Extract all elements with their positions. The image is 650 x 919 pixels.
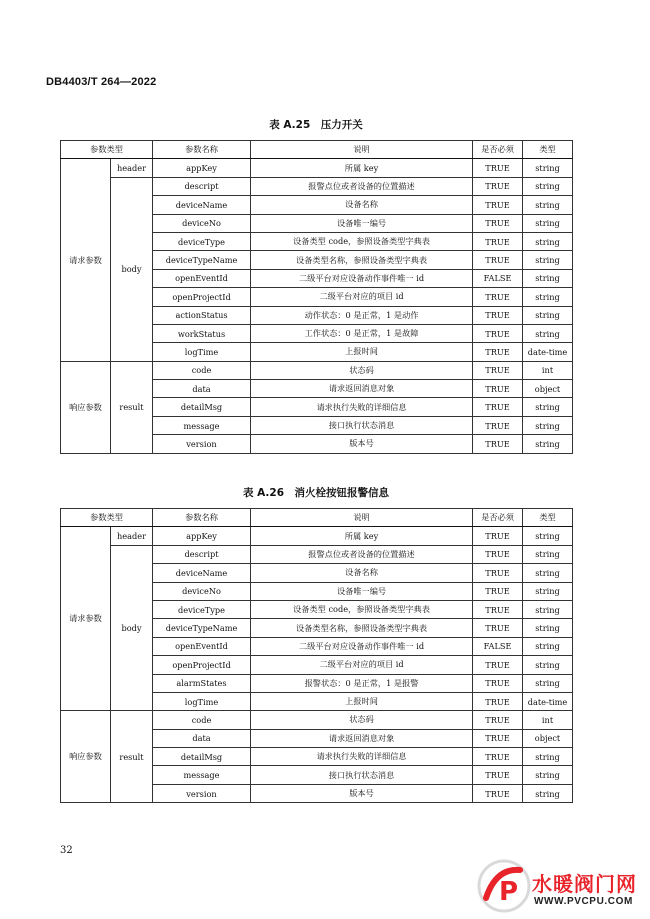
type-cell: string bbox=[523, 748, 573, 766]
header-type: 类型 bbox=[523, 509, 573, 527]
table-row bbox=[61, 711, 573, 729]
header-type: 类型 bbox=[523, 141, 573, 159]
param-name-cell: openProjectId bbox=[153, 288, 251, 306]
table-row bbox=[61, 159, 573, 177]
param-name-cell: appKey bbox=[153, 527, 251, 545]
param-name-cell: deviceName bbox=[153, 564, 251, 582]
required-cell: TRUE bbox=[473, 251, 523, 269]
description-cell: 二级平台对应的项目 id bbox=[251, 288, 473, 306]
param-name-cell: descript bbox=[153, 545, 251, 563]
description-cell: 设备类型名称，参照设备类型字典表 bbox=[251, 619, 473, 637]
watermark-text: 水暖阀门网 bbox=[532, 872, 637, 896]
required-cell: TRUE bbox=[473, 656, 523, 674]
header-required: 是否必须 bbox=[473, 509, 523, 527]
param-name-cell: detailMsg bbox=[153, 398, 251, 416]
description-cell: 报警点位或者设备的位置描述 bbox=[251, 177, 473, 195]
required-cell: TRUE bbox=[473, 177, 523, 195]
required-cell: TRUE bbox=[473, 582, 523, 600]
required-cell: TRUE bbox=[473, 674, 523, 692]
param-name-cell: openProjectId bbox=[153, 656, 251, 674]
param-name-cell: deviceTypeName bbox=[153, 251, 251, 269]
required-cell: TRUE bbox=[473, 324, 523, 342]
required-cell: TRUE bbox=[473, 380, 523, 398]
type-cell: object bbox=[523, 729, 573, 747]
type-cell: string bbox=[523, 674, 573, 692]
required-cell: TRUE bbox=[473, 214, 523, 232]
table-row bbox=[61, 361, 573, 379]
description-cell: 版本号 bbox=[251, 784, 473, 802]
required-cell: TRUE bbox=[473, 600, 523, 618]
param-name-cell: appKey bbox=[153, 159, 251, 177]
type-cell: string bbox=[523, 306, 573, 324]
response-params-label: 响应参数 bbox=[61, 711, 111, 803]
type-cell: int bbox=[523, 711, 573, 729]
required-cell: TRUE bbox=[473, 527, 523, 545]
param-name-cell: code bbox=[153, 711, 251, 729]
param-name-cell: logTime bbox=[153, 692, 251, 710]
param-name-cell: descript bbox=[153, 177, 251, 195]
description-cell: 请求返回消息对象 bbox=[251, 729, 473, 747]
type-cell: string bbox=[523, 232, 573, 250]
description-cell: 请求执行失败的详细信息 bbox=[251, 398, 473, 416]
description-cell: 设备名称 bbox=[251, 196, 473, 214]
type-cell: object bbox=[523, 380, 573, 398]
required-cell: FALSE bbox=[473, 269, 523, 287]
response-params-label: 响应参数 bbox=[61, 361, 111, 453]
parameter-table bbox=[60, 508, 573, 803]
param-name-cell: data bbox=[153, 729, 251, 747]
type-cell: string bbox=[523, 527, 573, 545]
type-cell: string bbox=[523, 269, 573, 287]
description-cell: 设备类型名称，参照设备类型字典表 bbox=[251, 251, 473, 269]
required-cell: TRUE bbox=[473, 711, 523, 729]
description-cell: 所属 key bbox=[251, 527, 473, 545]
type-cell: string bbox=[523, 656, 573, 674]
param-name-cell: deviceType bbox=[153, 232, 251, 250]
required-cell: TRUE bbox=[473, 784, 523, 802]
param-name-cell: openEventId bbox=[153, 269, 251, 287]
type-cell: string bbox=[523, 398, 573, 416]
type-cell: string bbox=[523, 545, 573, 563]
param-name-cell: version bbox=[153, 784, 251, 802]
type-cell: int bbox=[523, 361, 573, 379]
type-cell: string bbox=[523, 324, 573, 342]
type-cell: string bbox=[523, 159, 573, 177]
table-caption: 表 A.25 压力开关 bbox=[269, 119, 363, 131]
document-code: DB4403/T 264—2022 bbox=[46, 76, 157, 88]
description-cell: 二级平台对应设备动作事件唯一 id bbox=[251, 637, 473, 655]
required-cell: TRUE bbox=[473, 361, 523, 379]
type-cell: string bbox=[523, 766, 573, 784]
table-row bbox=[61, 177, 573, 195]
param-name-cell: alarmStates bbox=[153, 674, 251, 692]
header-description: 说明 bbox=[251, 141, 473, 159]
param-name-cell: version bbox=[153, 435, 251, 453]
header-param-type: 参数类型 bbox=[61, 509, 153, 527]
header-param-type: 参数类型 bbox=[61, 141, 153, 159]
request-params-label: 请求参数 bbox=[61, 159, 111, 361]
type-cell: date-time bbox=[523, 692, 573, 710]
parameter-table bbox=[60, 140, 573, 454]
param-name-cell: code bbox=[153, 361, 251, 379]
description-cell: 请求执行失败的详细信息 bbox=[251, 748, 473, 766]
description-cell: 二级平台对应的项目 id bbox=[251, 656, 473, 674]
param-name-cell: logTime bbox=[153, 343, 251, 361]
required-cell: TRUE bbox=[473, 232, 523, 250]
param-name-cell: detailMsg bbox=[153, 748, 251, 766]
required-cell: TRUE bbox=[473, 343, 523, 361]
param-name-cell: deviceName bbox=[153, 196, 251, 214]
description-cell: 设备名称 bbox=[251, 564, 473, 582]
type-cell: date-time bbox=[523, 343, 573, 361]
watermark-logo-letter: P bbox=[499, 877, 519, 907]
description-cell: 所属 key bbox=[251, 159, 473, 177]
description-cell: 版本号 bbox=[251, 435, 473, 453]
type-cell: string bbox=[523, 288, 573, 306]
param-name-cell: deviceType bbox=[153, 600, 251, 618]
description-cell: 状态码 bbox=[251, 361, 473, 379]
description-cell: 上报时间 bbox=[251, 343, 473, 361]
group-header-label: header bbox=[111, 527, 153, 545]
param-name-cell: workStatus bbox=[153, 324, 251, 342]
required-cell: TRUE bbox=[473, 435, 523, 453]
description-cell: 工作状态：0 是正常，1 是故障 bbox=[251, 324, 473, 342]
type-cell: string bbox=[523, 177, 573, 195]
site-watermark bbox=[476, 858, 646, 914]
type-cell: string bbox=[523, 196, 573, 214]
group-result-label: result bbox=[111, 711, 153, 803]
required-cell: TRUE bbox=[473, 692, 523, 710]
description-cell: 设备唯一编号 bbox=[251, 214, 473, 232]
type-cell: string bbox=[523, 637, 573, 655]
param-name-cell: data bbox=[153, 380, 251, 398]
required-cell: TRUE bbox=[473, 398, 523, 416]
table-row bbox=[61, 527, 573, 545]
required-cell: TRUE bbox=[473, 416, 523, 434]
type-cell: string bbox=[523, 619, 573, 637]
description-cell: 设备类型 code，参照设备类型字典表 bbox=[251, 232, 473, 250]
group-body-label: body bbox=[111, 545, 153, 711]
description-cell: 设备唯一编号 bbox=[251, 582, 473, 600]
param-name-cell: deviceNo bbox=[153, 214, 251, 232]
watermark-logo-icon bbox=[476, 858, 532, 914]
required-cell: TRUE bbox=[473, 159, 523, 177]
header-param-name: 参数名称 bbox=[153, 509, 251, 527]
type-cell: string bbox=[523, 435, 573, 453]
required-cell: TRUE bbox=[473, 729, 523, 747]
description-cell: 接口执行状态消息 bbox=[251, 766, 473, 784]
page-number: 32 bbox=[60, 845, 73, 856]
type-cell: string bbox=[523, 214, 573, 232]
type-cell: string bbox=[523, 784, 573, 802]
param-name-cell: actionStatus bbox=[153, 306, 251, 324]
description-cell: 状态码 bbox=[251, 711, 473, 729]
param-name-cell: message bbox=[153, 416, 251, 434]
param-name-cell: deviceTypeName bbox=[153, 619, 251, 637]
param-name-cell: message bbox=[153, 766, 251, 784]
required-cell: TRUE bbox=[473, 748, 523, 766]
required-cell: TRUE bbox=[473, 288, 523, 306]
request-params-label: 请求参数 bbox=[61, 527, 111, 711]
table-caption: 表 A.26 消火栓按钮报警信息 bbox=[242, 487, 390, 499]
group-result-label: result bbox=[111, 361, 153, 453]
required-cell: FALSE bbox=[473, 637, 523, 655]
description-cell: 二级平台对应设备动作事件唯一 id bbox=[251, 269, 473, 287]
param-name-cell: deviceNo bbox=[153, 582, 251, 600]
description-cell: 设备类型 code，参照设备类型字典表 bbox=[251, 600, 473, 618]
description-cell: 请求返回消息对象 bbox=[251, 380, 473, 398]
type-cell: string bbox=[523, 600, 573, 618]
header-description: 说明 bbox=[251, 509, 473, 527]
table-row bbox=[61, 545, 573, 563]
description-cell: 动作状态：0 是正常，1 是动作 bbox=[251, 306, 473, 324]
type-cell: string bbox=[523, 251, 573, 269]
description-cell: 报警状态：0 是正常，1 是报警 bbox=[251, 674, 473, 692]
group-body-label: body bbox=[111, 177, 153, 361]
param-name-cell: openEventId bbox=[153, 637, 251, 655]
description-cell: 接口执行状态消息 bbox=[251, 416, 473, 434]
header-required: 是否必须 bbox=[473, 141, 523, 159]
description-cell: 上报时间 bbox=[251, 692, 473, 710]
type-cell: string bbox=[523, 416, 573, 434]
required-cell: TRUE bbox=[473, 196, 523, 214]
required-cell: TRUE bbox=[473, 306, 523, 324]
header-param-name: 参数名称 bbox=[153, 141, 251, 159]
watermark-url: WWW.PVCPU.COM bbox=[534, 896, 633, 907]
group-header-label: header bbox=[111, 159, 153, 177]
required-cell: TRUE bbox=[473, 619, 523, 637]
type-cell: string bbox=[523, 582, 573, 600]
description-cell: 报警点位或者设备的位置描述 bbox=[251, 545, 473, 563]
required-cell: TRUE bbox=[473, 766, 523, 784]
required-cell: TRUE bbox=[473, 545, 523, 563]
required-cell: TRUE bbox=[473, 564, 523, 582]
type-cell: string bbox=[523, 564, 573, 582]
